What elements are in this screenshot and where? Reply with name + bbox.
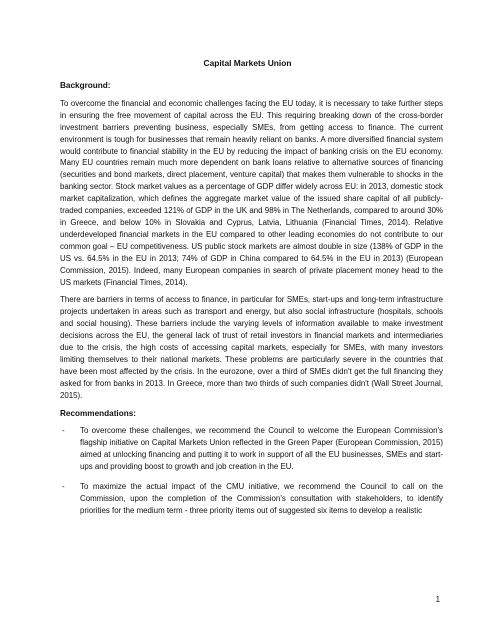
recommendation-text: To maximize the actual impact of the CMU initiative, we recommend the Council to call on the Commission, upon the completion of the Commission's consultation with stakeholders, to identify priorities for the medium term - three priority items out of suggested six items to develop a realistic xyxy=(80,482,443,515)
recommendation-item-1 xyxy=(60,425,443,473)
recommendations-list xyxy=(60,425,443,516)
recommendations-heading: Recommendations: xyxy=(60,408,136,418)
recommendation-text: To overcome these challenges, we recommend the Council to welcome the European Commission's flagship initiative on Capital Markets Union reflected in the Green Paper (European Commission, 2015) aimed at unlocking financing and putting it to work in support of all the EU businesses, SMEs and start-ups and providing boost to growth and job creation in the EU. xyxy=(80,426,443,472)
background-paragraph-2: There are barriers in terms of access to finance, in particular for SMEs, start-ups and long-term infrastructure projects undertaken in areas such as transport and energy, but also social infrastructure (hospitals, schools and social housing). These barriers include the varying levels of information available to make investment decisions across the EU, the general lack of trust of retail investors in financial markets and intermediaries due to the crisis, the high costs of accessing capital markets, especially for SMEs, with many investors limiting themselves to their national markets. These problems are particularly severe in the countries that have been most affected by the crisis. In the eurozone, over a third of SMEs didn't get the full financing they asked for from banks in 2013. In Greece, more than two thirds of such companies didn't (Wall Street Journal, 2015). xyxy=(60,295,443,400)
document-body xyxy=(60,80,443,525)
list-bullet: - xyxy=(62,482,65,492)
background-paragraph-1: To overcome the financial and economic challenges facing the EU today, it is necessary to take further steps in ensuring the free movement of capital across the EU. This requiring breaking down of the cross-border investment barriers preventing business, especially SMEs, from getting access to finance. The current environment is tough for businesses that remain heavily reliant on banks. A more diversified financial system would contribute to financial stability in the EU by reducing the impact of banking crisis on the EU economy. Many EU countries remain much more dependent on bank loans relative to alternative sources of financing (securities and bond markets, direct placement, venture capital) that makes them vulnerable to shocks in the banking sector. Stock market values as a percentage of GDP differ widely across EU: in 2013, domestic stock market capitalization, which defines the aggregate market value of the issued share capital of all publicly-traded companies, exceeded 121% of GDP in the UK and 98% in The Netherlands, compared to around 30% in Greece, and below 10% in Slovakia and Cyprus, Latvia, Lithuania (Financial Times, 2014). Relative underdeveloped financial markets in the EU compared to other leading economies do not contribute to our common goal – EU competitiveness. US public stock markets are almost double in size (138% of GDP in the US vs. 64.5% in the EU in 2013; 74% of GDP in China compared to 64.5% in the EU in 2013) (European Commission, 2015). Indeed, many European companies in search of private placement money head to the US markets (Financial Times, 2014). xyxy=(60,98,443,287)
document-title: Capital Markets Union xyxy=(203,58,292,68)
list-bullet: - xyxy=(62,426,65,436)
background-heading: Background: xyxy=(60,81,111,90)
recommendation-item-2 xyxy=(60,481,443,517)
page-number: 1 xyxy=(435,595,440,604)
